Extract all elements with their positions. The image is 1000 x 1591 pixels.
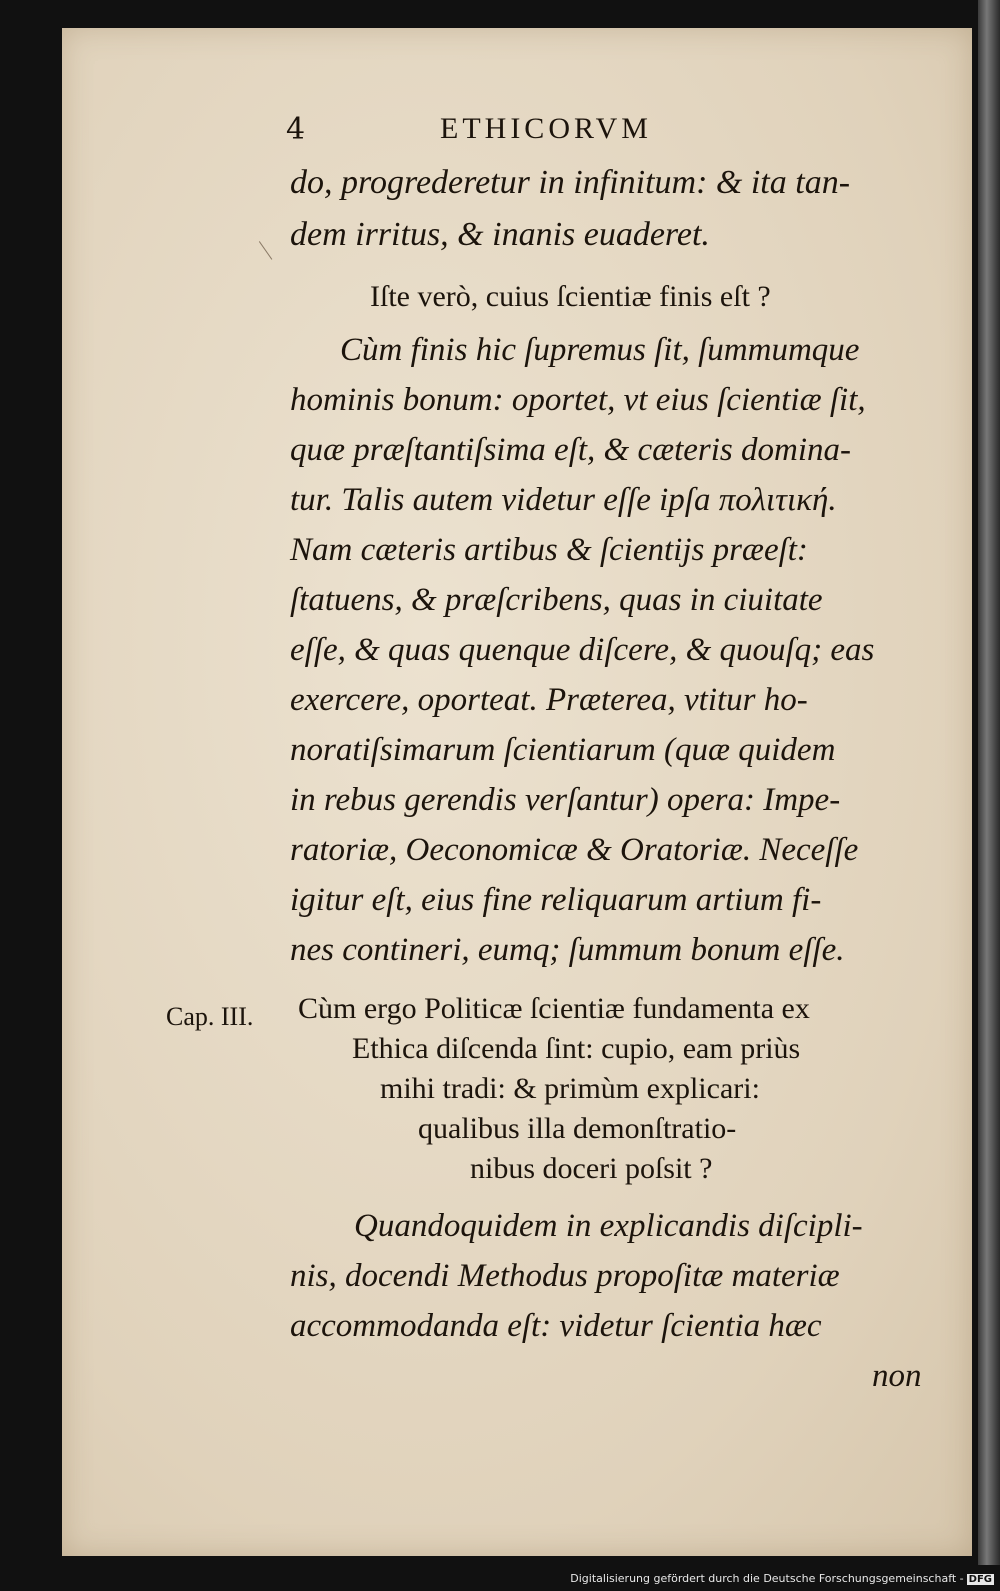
text-line: ſtatuens, & præſcribens, quas in ciuitate	[290, 582, 823, 618]
text-line: Iſte verò, cuius ſcientiæ finis eſt ?	[370, 280, 771, 313]
digitization-credit	[570, 1572, 994, 1585]
text-line: Nam cæteris artibus & ſcientijs præeſt:	[290, 532, 808, 568]
text-line: hominis bonum: oportet, vt eius ſcientiæ ſit,	[290, 382, 866, 418]
question-line: nibus doceri poſsit ?	[470, 1152, 713, 1185]
dfg-logo: DFG	[968, 1574, 992, 1585]
question-line: qualibus illa demonſtratio-	[418, 1112, 737, 1145]
question-line: Ethica diſcenda ſint: cupio, eam priùs	[352, 1032, 801, 1065]
text-line: ratoriæ, Oeconomicæ & Oratoriæ. Neceſſe	[290, 832, 859, 868]
text-line: Cùm finis hic ſupremus ſit, ſummumque	[340, 332, 860, 368]
text-line: igitur eſt, eius fine reliquarum artium fi-	[290, 882, 822, 918]
credit-text: Digitalisierung gefördert durch die Deutsche Forschungsgemeinschaft -	[570, 1572, 964, 1585]
text-line: quæ præſtantiſsima eſt, & cæteris domina-	[290, 432, 852, 468]
text-line: eſſe, & quas quenque diſcere, & quouſq; eas	[290, 632, 875, 668]
text-line: in rebus gerendis verſantur) opera: Impe-	[290, 782, 841, 818]
question-line: mihi tradi: & primùm explicari:	[380, 1072, 760, 1105]
page-number: 4	[286, 112, 306, 147]
catchword: non	[872, 1358, 922, 1394]
adjacent-page-edge	[978, 0, 1000, 1565]
text-line: tur. Talis autem videtur eſſe ipſa πολιτική.	[290, 482, 837, 518]
text-line: Quandoquidem in explicandis diſcipli-	[354, 1208, 863, 1244]
chapter-margin-note: Cap. III.	[166, 1002, 254, 1031]
running-head: ETHICORVM	[440, 112, 652, 145]
text-line: do, progrederetur in infinitum: & ita tan-	[290, 164, 851, 201]
text-line: noratiſsimarum ſcientiarum (quæ quidem	[290, 732, 836, 768]
text-line: exercere, oporteat. Præterea, vtitur ho-	[290, 682, 808, 718]
text-line: nes contineri, eumq; ſummum bonum eſſe.	[290, 932, 845, 968]
question-line: Cùm ergo Politicæ ſcientiæ fundamenta ex	[298, 992, 810, 1025]
text-line: accommodanda eſt: videtur ſcientia hæc	[290, 1308, 822, 1344]
text-line: nis, docendi Methodus propoſitæ materiæ	[290, 1258, 840, 1294]
text-line: dem irritus, & inanis euaderet.	[290, 216, 710, 253]
